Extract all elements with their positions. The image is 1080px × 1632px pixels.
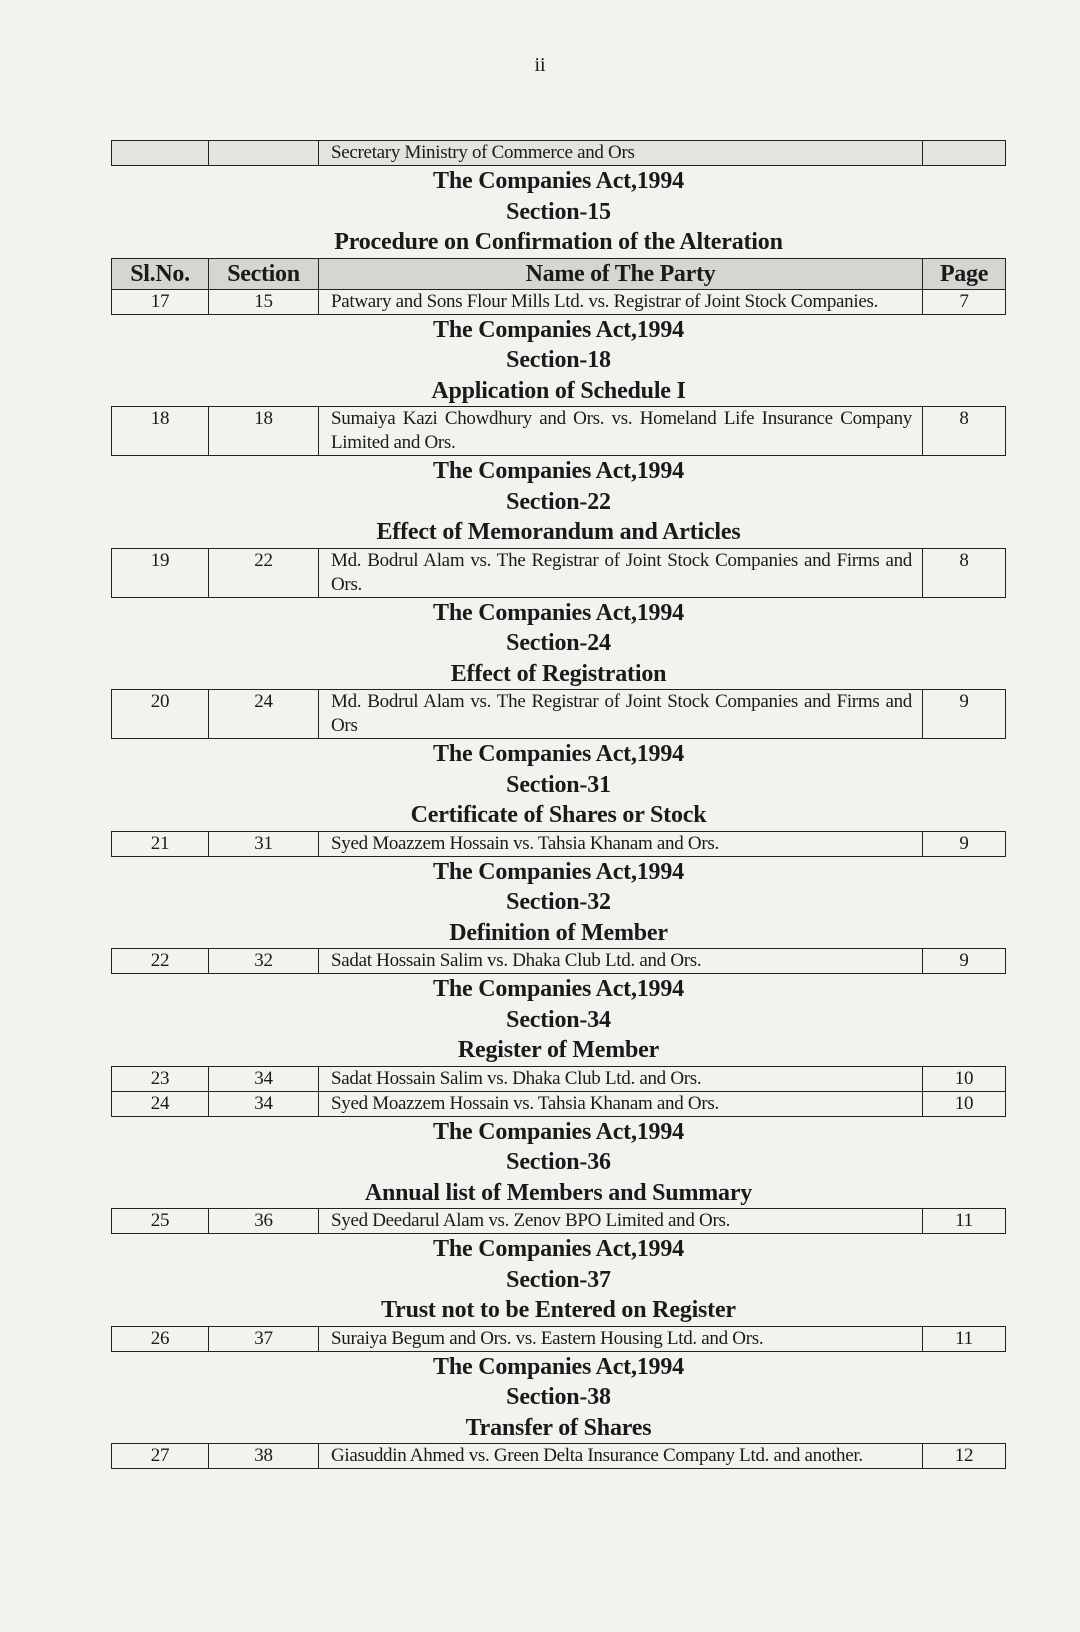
case-table	[111, 1066, 1006, 1117]
section-title: Effect of Registration	[450, 660, 667, 687]
act-heading: The Companies Act,1994	[433, 858, 684, 885]
act-heading: The Companies Act,1994	[433, 458, 684, 484]
sl-no-cell: 22	[112, 949, 209, 974]
sl-no-cell: 20	[112, 690, 209, 739]
page-cell: 8	[923, 548, 1006, 597]
section-heading: Section-38	[506, 1384, 611, 1410]
party-name-cell: Secretary Ministry of Commerce and Ors	[319, 141, 923, 166]
page-cell: 9	[923, 690, 1006, 739]
case-table	[111, 406, 1006, 456]
sl-no-cell: 23	[112, 1066, 209, 1091]
party-name-cell: Syed Deedarul Alam vs. Zenov BPO Limited and Ors.	[319, 1209, 923, 1234]
act-heading: The Companies Act,1994	[433, 168, 684, 194]
section-cell: 24	[209, 690, 319, 739]
sl-no-cell: 24	[112, 1091, 209, 1116]
section-cell: 31	[209, 831, 319, 856]
table-row	[112, 141, 1006, 166]
page-cell	[923, 141, 1006, 166]
section-title: Effect of Memorandum and Articles	[376, 519, 741, 545]
table-row	[112, 1326, 1006, 1351]
act-heading: The Companies Act,1994	[433, 1353, 684, 1380]
party-name-cell: Giasuddin Ahmed vs. Green Delta Insurance Company Ltd. and another.	[319, 1444, 923, 1469]
page-cell: 7	[923, 289, 1006, 314]
section-cell: 15	[209, 289, 319, 314]
table-row	[112, 407, 1006, 456]
section-title: Trust not to be Entered on Register	[381, 1297, 736, 1323]
section-cell: 37	[209, 1326, 319, 1351]
table-row	[112, 1066, 1006, 1091]
section-cell: 34	[209, 1066, 319, 1091]
section-heading: Section-37	[506, 1266, 611, 1293]
case-table	[111, 1208, 1006, 1234]
section-cell: 22	[209, 548, 319, 597]
case-table	[111, 948, 1006, 974]
section-title: Annual list of Members and Summary	[364, 1179, 753, 1206]
section-heading: Section-36	[506, 1149, 611, 1175]
party-name-cell: Sumaiya Kazi Chowdhury and Ors. vs. Homeland Life Insurance Company Limited and Ors.	[319, 407, 923, 456]
sl-no-cell: 19	[112, 548, 209, 597]
page-number: ii	[534, 54, 546, 76]
page-cell: 12	[923, 1444, 1006, 1469]
page-cell: 9	[923, 949, 1006, 974]
sl-no-cell: 17	[112, 289, 209, 314]
sl-no-cell: 25	[112, 1209, 209, 1234]
party-name-cell: Syed Moazzem Hossain vs. Tahsia Khanam and Ors.	[319, 831, 923, 856]
case-table	[111, 548, 1006, 598]
act-heading: The Companies Act,1994	[433, 316, 684, 343]
section-title: Definition of Member	[449, 919, 668, 946]
column-header-name: Name of The Party	[319, 258, 923, 289]
section-heading: Section-34	[506, 1006, 611, 1033]
case-table	[111, 831, 1006, 857]
section-heading: Section-22	[506, 488, 611, 515]
case-table	[111, 689, 1006, 739]
section-cell: 34	[209, 1091, 319, 1116]
section-cell: 32	[209, 949, 319, 974]
party-name-cell: Patwary and Sons Flour Mills Ltd. vs. Registrar of Joint Stock Companies.	[319, 289, 923, 314]
column-header-section: Section	[209, 258, 319, 289]
act-heading: The Companies Act,1994	[433, 976, 684, 1002]
party-name-cell: Suraiya Begum and Ors. vs. Eastern Housing Ltd. and Ors.	[319, 1326, 923, 1351]
case-table	[111, 1443, 1006, 1469]
section-title: Certificate of Shares or Stock	[410, 802, 707, 828]
section-heading: Section-15	[506, 198, 611, 225]
section-heading: Section-18	[506, 347, 611, 373]
section-heading: Section-24	[506, 630, 611, 656]
table-header-row	[112, 258, 1006, 289]
page-cell: 11	[923, 1326, 1006, 1351]
section-title: Procedure on Confirmation of the Alteration	[334, 229, 783, 255]
act-heading: The Companies Act,1994	[433, 1236, 684, 1262]
page-cell: 9	[923, 831, 1006, 856]
table-row	[112, 949, 1006, 974]
table-row	[112, 831, 1006, 856]
case-table	[111, 258, 1006, 315]
sl-no-cell	[112, 141, 209, 166]
section-title: Transfer of Shares	[465, 1414, 652, 1441]
section-cell: 38	[209, 1444, 319, 1469]
sl-no-cell: 21	[112, 831, 209, 856]
page-cell: 10	[923, 1066, 1006, 1091]
table-row	[112, 1444, 1006, 1469]
act-heading: The Companies Act,1994	[433, 599, 684, 626]
table-row	[112, 289, 1006, 314]
column-header-page: Page	[923, 258, 1006, 289]
section-title: Application of Schedule I	[431, 377, 686, 404]
party-name-cell: Md. Bodrul Alam vs. The Registrar of Joint Stock Companies and Firms and Ors	[319, 690, 923, 739]
page-cell: 11	[923, 1209, 1006, 1234]
table-row	[112, 690, 1006, 739]
section-title: Register of Member	[457, 1037, 660, 1063]
party-name-cell: Sadat Hossain Salim vs. Dhaka Club Ltd. and Ors.	[319, 1066, 923, 1091]
table-row	[112, 1091, 1006, 1116]
page-cell: 8	[923, 407, 1006, 456]
sl-no-cell: 27	[112, 1444, 209, 1469]
case-table	[111, 1326, 1006, 1352]
sl-no-cell: 18	[112, 407, 209, 456]
table-row	[112, 1209, 1006, 1234]
table-row	[112, 548, 1006, 597]
section-cell: 18	[209, 407, 319, 456]
section-cell	[209, 141, 319, 166]
column-header-sl: Sl.No.	[112, 258, 209, 289]
page-cell: 10	[923, 1091, 1006, 1116]
section-cell: 36	[209, 1209, 319, 1234]
act-heading: The Companies Act,1994	[433, 1118, 684, 1145]
case-index	[111, 140, 1006, 1469]
sl-no-cell: 26	[112, 1326, 209, 1351]
party-name-cell: Sadat Hossain Salim vs. Dhaka Club Ltd. and Ors.	[319, 949, 923, 974]
party-name-cell: Md. Bodrul Alam vs. The Registrar of Joint Stock Companies and Firms and Ors.	[319, 548, 923, 597]
section-heading: Section-32	[506, 889, 611, 915]
continued-table	[111, 140, 1006, 166]
section-heading: Section-31	[506, 771, 611, 798]
party-name-cell: Syed Moazzem Hossain vs. Tahsia Khanam and Ors.	[319, 1091, 923, 1116]
act-heading: The Companies Act,1994	[433, 741, 684, 767]
